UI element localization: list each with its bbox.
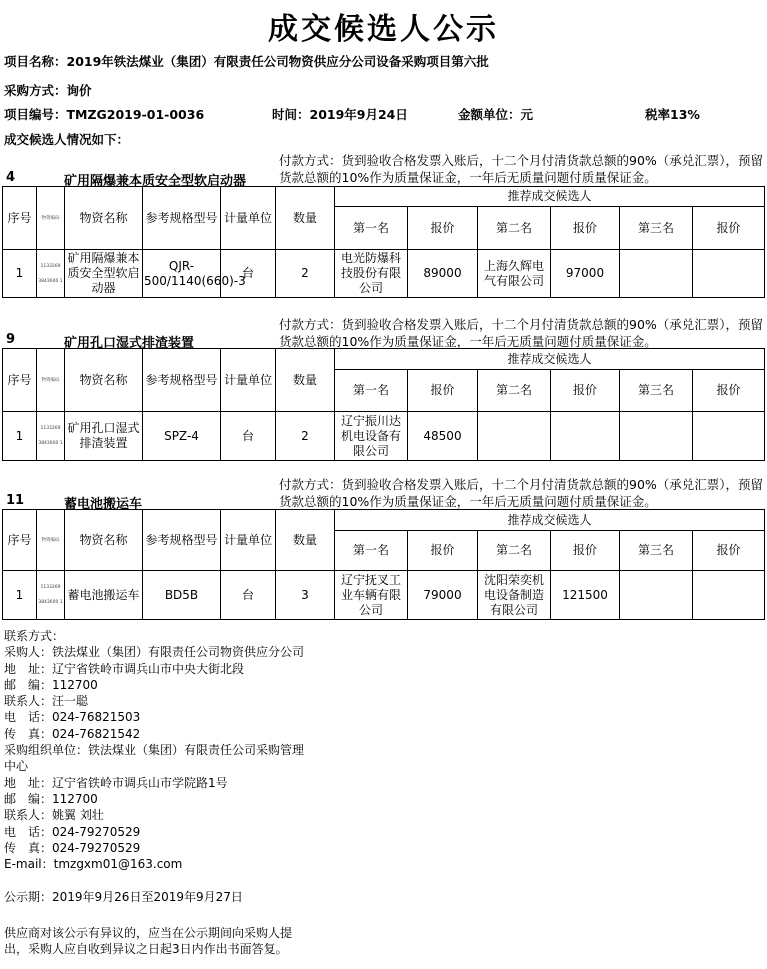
header-spec: 参考规格型号 — [143, 187, 221, 250]
tax-rate: 税率13% — [645, 107, 700, 122]
agency-cont: 中心 — [4, 759, 29, 774]
cell-unit: 台 — [221, 250, 276, 298]
notice-time: 时间：2019年9月24日 — [272, 107, 408, 122]
contact-info — [4, 628, 344, 872]
agency-address: 地 址：辽宁省铁岭市调兵山市学院路1号 — [4, 775, 228, 790]
contact-heading: 联系方式： — [4, 629, 65, 643]
header-unit: 计量单位 — [221, 510, 276, 571]
header-qty: 数量 — [276, 349, 335, 412]
cell-first: 电光防爆科技股份有限公司 — [335, 250, 408, 298]
header-price: 报价 — [408, 370, 478, 412]
cell-third — [620, 571, 693, 620]
cell-spec: BD5B — [143, 571, 221, 620]
header-code: 物资编码 — [37, 510, 65, 571]
cell-spec: SPZ-4 — [143, 412, 221, 461]
cell-name: 矿用隔爆兼本质安全型软启动器 — [65, 250, 143, 298]
header-first: 第一名 — [335, 531, 408, 571]
cell-third-price — [693, 250, 765, 298]
cell-first-price: 48500 — [408, 412, 478, 461]
cell-name: 矿用孔口湿式排渣装置 — [65, 412, 143, 461]
buyer-contact: 联系人：汪一聪 — [4, 694, 89, 709]
header-code: 物资编码 — [37, 187, 65, 250]
header-third: 第三名 — [620, 531, 693, 571]
cell-code: 1133269 3843600 1 — [37, 250, 65, 298]
cell-third — [620, 412, 693, 461]
agency-phone: 电 话：024-79270529 — [4, 824, 141, 839]
payment-terms: 付款方式：货到验收合格发票入账后，十二个月付清货款总额的90%（承兑汇票），预留货款总额的10%作为质量保证金，一年后无质量问题付质量保证金。 — [279, 153, 764, 185]
cell-third-price — [693, 571, 765, 620]
purchase-method: 采购方式：询价 — [4, 83, 92, 98]
cell-second: 上海久辉电气有限公司 — [478, 250, 551, 298]
cell-qty: 2 — [276, 250, 335, 298]
header-price: 报价 — [693, 531, 765, 571]
table-row — [3, 250, 765, 298]
payment-terms: 付款方式：货到验收合格发票入账后，十二个月付清货款总额的90%（承兑汇票），预留货款总额的10%作为质量保证金，一年后无质量问题付质量保证金。 — [279, 477, 764, 509]
cell-second-price — [551, 412, 620, 461]
cell-seq: 1 — [3, 412, 37, 461]
cell-code: 1133269 3843600 1 — [37, 571, 65, 620]
header-price: 报价 — [693, 370, 765, 412]
cell-third — [620, 250, 693, 298]
email: E-mail：tmzgxm01@163.com — [4, 857, 183, 872]
header-seq: 序号 — [3, 187, 37, 250]
objection-line-2: 出，采购人应自收到异议之日起3日内作出书面答复。 — [4, 942, 288, 956]
cell-unit: 台 — [221, 571, 276, 620]
header-price: 报价 — [551, 370, 620, 412]
candidates-intro: 成交候选人情况如下： — [4, 132, 130, 147]
cell-qty: 3 — [276, 571, 335, 620]
header-code: 物资编码 — [37, 349, 65, 412]
header-seq: 序号 — [3, 510, 37, 571]
section-number: 9 — [6, 332, 16, 347]
header-second: 第二名 — [478, 207, 551, 250]
agency: 采购组织单位：铁法煤业（集团）有限责任公司采购管理 — [4, 743, 305, 758]
agency-zip: 邮 编：112700 — [4, 791, 98, 806]
header-first: 第一名 — [335, 207, 408, 250]
cell-third-price — [693, 412, 765, 461]
public-period: 公示期：2019年9月26日至2019年9月27日 — [4, 890, 243, 904]
header-first: 第一名 — [335, 370, 408, 412]
buyer-zip: 邮 编：112700 — [4, 677, 98, 692]
header-seq: 序号 — [3, 349, 37, 412]
section-number: 11 — [6, 493, 25, 508]
header-unit: 计量单位 — [221, 187, 276, 250]
cell-seq: 1 — [3, 250, 37, 298]
header-second: 第二名 — [478, 531, 551, 571]
header-name: 物资名称 — [65, 349, 143, 412]
agency-contact: 联系人：姚翼 刘壮 — [4, 808, 104, 823]
cell-spec: QJR-500/1140(660)-3 — [143, 250, 221, 298]
cell-first: 辽宁振川达机电设备有限公司 — [335, 412, 408, 461]
cell-second-price: 121500 — [551, 571, 620, 620]
page-title: 成交候选人公示 — [268, 12, 499, 47]
section-title: 矿用隔爆兼本质安全型软启动器 — [64, 174, 247, 189]
payment-terms: 付款方式：货到验收合格发票入账后，十二个月付清货款总额的90%（承兑汇票），预留货款总额的10%作为质量保证金，一年后无质量问题付质量保证金。 — [279, 317, 764, 349]
buyer-fax: 传 真：024-76821542 — [4, 726, 141, 741]
header-recommended: 推荐成交候选人 — [335, 510, 765, 531]
candidate-table — [2, 186, 765, 298]
buyer-address: 地 址：辽宁省铁岭市调兵山市中央大街北段 — [4, 661, 245, 676]
cell-second-price: 97000 — [551, 250, 620, 298]
header-spec: 参考规格型号 — [143, 349, 221, 412]
agency-fax: 传 真：024-79270529 — [4, 840, 141, 855]
cell-code: 1133269 3843600 1 — [37, 412, 65, 461]
amount-unit: 金额单位：元 — [458, 107, 534, 122]
header-price: 报价 — [551, 207, 620, 250]
project-number: 项目编号：TMZG2019-01-0036 — [4, 107, 205, 122]
cell-second — [478, 412, 551, 461]
cell-name: 蓄电池搬运车 — [65, 571, 143, 620]
header-unit: 计量单位 — [221, 349, 276, 412]
header-qty: 数量 — [276, 187, 335, 250]
cell-unit: 台 — [221, 412, 276, 461]
table-row — [3, 571, 765, 620]
section-number: 4 — [6, 170, 16, 185]
buyer-phone: 电 话：024-76821503 — [4, 710, 141, 725]
header-third: 第三名 — [620, 207, 693, 250]
cell-second: 沈阳荣奕机电设备制造有限公司 — [478, 571, 551, 620]
header-name: 物资名称 — [65, 510, 143, 571]
header-third: 第三名 — [620, 370, 693, 412]
header-price: 报价 — [408, 207, 478, 250]
cell-first-price: 89000 — [408, 250, 478, 298]
header-price: 报价 — [693, 207, 765, 250]
section-title: 蓄电池搬运车 — [64, 497, 143, 512]
header-second: 第二名 — [478, 370, 551, 412]
cell-seq: 1 — [3, 571, 37, 620]
header-price: 报价 — [408, 531, 478, 571]
candidate-table — [2, 509, 765, 620]
header-recommended: 推荐成交候选人 — [335, 349, 765, 370]
candidate-table — [2, 348, 765, 461]
objection-line-1: 供应商对该公示有异议的，应当在公示期间向采购人提 — [4, 926, 293, 940]
cell-qty: 2 — [276, 412, 335, 461]
header-name: 物资名称 — [65, 187, 143, 250]
table-row — [3, 412, 765, 461]
cell-first-price: 79000 — [408, 571, 478, 620]
cell-first: 辽宁抚叉工业车辆有限公司 — [335, 571, 408, 620]
project-name: 项目名称：2019年铁法煤业（集团）有限责任公司物资供应分公司设备采购项目第六批 — [4, 54, 489, 69]
buyer: 采购人：铁法煤业（集团）有限责任公司物资供应分公司 — [4, 645, 305, 660]
header-qty: 数量 — [276, 510, 335, 571]
header-price: 报价 — [551, 531, 620, 571]
header-spec: 参考规格型号 — [143, 510, 221, 571]
header-recommended: 推荐成交候选人 — [335, 187, 765, 207]
section-title: 矿用孔口湿式排渣装置 — [64, 336, 195, 351]
